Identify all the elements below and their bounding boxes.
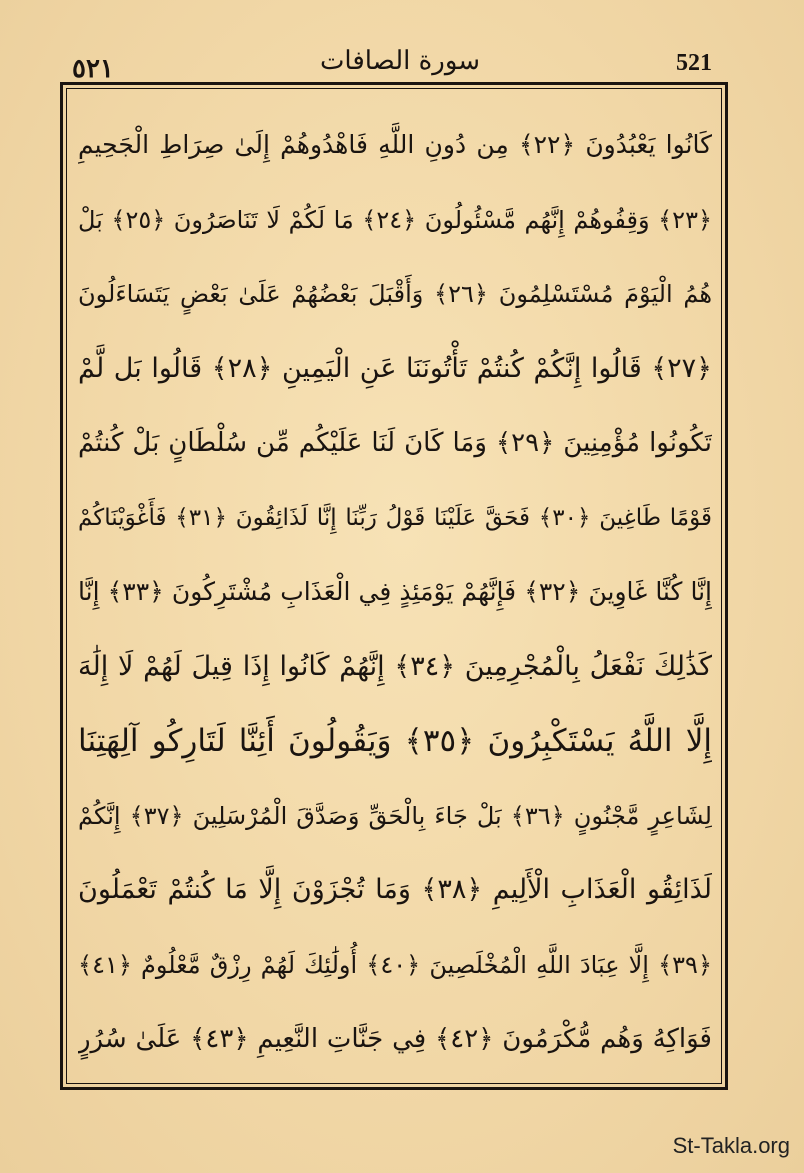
page-header [0, 44, 804, 84]
text-line: ﴿٣٩﴾ إِلَّا عِبَادَ اللَّهِ الْمُخْلَصِينَ ﴿٤٠﴾ أُولَٰئِكَ لَهُمْ رِزْقٌ مَّعْلُومٌ ﴿٤١﴾ [78, 950, 712, 979]
surah-title: سورة الصافات [319, 46, 481, 76]
text-line: كَانُوا يَعْبُدُونَ ﴿٢٢﴾ مِن دُونِ اللَّهِ فَاهْدُوهُمْ إِلَىٰ صِرَاطِ الْجَحِيمِ [78, 130, 712, 159]
quran-text-block [78, 108, 712, 1077]
text-line: قَوْمًا طَاغِينَ ﴿٣٠﴾ فَحَقَّ عَلَيْنَا قَوْلُ رَبِّنَا إِنَّا لَذَائِقُونَ ﴿٣١﴾ فَأَغْوَيْنَاكُمْ [78, 504, 712, 531]
text-line: ﴿٢٣﴾ وَقِفُوهُمْ إِنَّهُم مَّسْئُولُونَ ﴿٢٤﴾ مَا لَكُمْ لَا تَنَاصَرُونَ ﴿٢٥﴾ بَلْ [78, 205, 712, 234]
watermark: St-Takla.org [672, 1133, 790, 1158]
text-line: إِنَّا كُنَّا غَاوِينَ ﴿٣٢﴾ فَإِنَّهُمْ يَوْمَئِذٍ فِي الْعَذَابِ مُشْتَرِكُونَ ﴿٣٣﴾ إِنَّا [78, 577, 712, 606]
text-line: هُمُ الْيَوْمَ مُسْتَسْلِمُونَ ﴿٢٦﴾ وَأَقْبَلَ بَعْضُهُمْ عَلَىٰ بَعْضٍ يَتَسَاءَلُونَ [78, 280, 712, 308]
text-line: لِشَاعِرٍ مَّجْنُونٍ ﴿٣٦﴾ بَلْ جَاءَ بِالْحَقِّ وَصَدَّقَ الْمُرْسَلِينَ ﴿٣٧﴾ إِنَّكُمْ [78, 801, 712, 830]
text-line: فَوَاكِهُ وَهُم مُّكْرَمُونَ ﴿٤٢﴾ فِي جَنَّاتِ النَّعِيمِ ﴿٤٣﴾ عَلَىٰ سُرُرٍ [78, 1024, 712, 1054]
text-line: ﴿٢٧﴾ قَالُوا إِنَّكُمْ كُنتُمْ تَأْتُونَنَا عَنِ الْيَمِينِ ﴿٢٨﴾ قَالُوا بَل لَّمْ [78, 352, 712, 384]
text-line: لَذَائِقُو الْعَذَابِ الْأَلِيمِ ﴿٣٨﴾ وَمَا تُجْزَوْنَ إِلَّا مَا كُنتُمْ تَعْمَلُونَ [78, 874, 712, 905]
page-number-latin: 521 [676, 50, 712, 76]
text-line: كَذَٰلِكَ نَفْعَلُ بِالْمُجْرِمِينَ ﴿٣٤﴾ إِنَّهُمْ كَانُوا إِذَا قِيلَ لَهُمْ لَا إِلَٰهَ [78, 650, 712, 682]
text-line: تَكُونُوا مُؤْمِنِينَ ﴿٢٩﴾ وَمَا كَانَ لَنَا عَلَيْكُم مِّن سُلْطَانٍ بَلْ كُنتُمْ [78, 428, 712, 458]
text-line: إِلَّا اللَّهُ يَسْتَكْبِرُونَ ﴿٣٥﴾ وَيَقُولُونَ أَئِنَّا لَتَارِكُو آلِهَتِنَا [78, 723, 712, 759]
page-number-arabic: ٥٢١ [72, 54, 114, 84]
